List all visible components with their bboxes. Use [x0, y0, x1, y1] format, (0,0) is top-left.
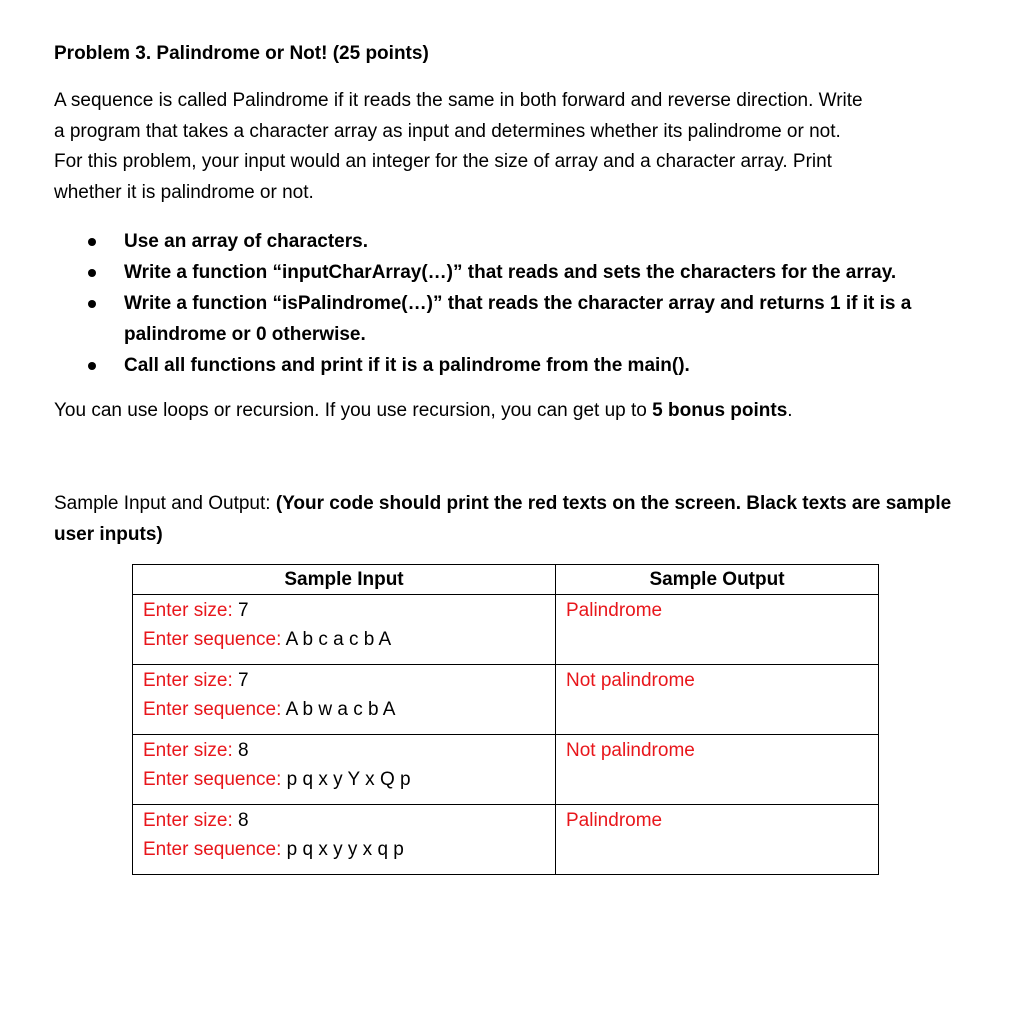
table-row [133, 805, 879, 875]
sample-output-cell: Not palindrome [556, 665, 879, 735]
description-line: For this problem, your input would an integer for the size of array and a character array. Print [54, 151, 832, 172]
bonus-points: 5 bonus points [652, 400, 788, 421]
table-header-row [133, 565, 879, 595]
sample-output-cell: Palindrome [556, 595, 879, 665]
sample-input-cell: Enter size: 8 Enter sequence: p q x y Y x Q p [133, 735, 556, 805]
requirement-item: Write a function “inputCharArray(…)” that reads and sets the characters for the array. [54, 257, 964, 288]
sample-input-cell: Enter size: 8 Enter sequence: p q x y y x q p [133, 805, 556, 875]
sample-input-cell: Enter size: 7 Enter sequence: A b w a c b A [133, 665, 556, 735]
header-sample-input: Sample Input [133, 565, 556, 595]
description-line: a program that takes a character array as input and determines whether its palindrome or not. [54, 120, 841, 142]
document-page [54, 40, 964, 875]
sample-input-cell: Enter size: 7 Enter sequence: A b c a c b A [133, 595, 556, 665]
table-row [133, 665, 879, 735]
bullet-icon [88, 300, 96, 308]
problem-title: Problem 3. Palindrome or Not! (25 points) [54, 43, 429, 64]
bonus-note: You can use loops or recursion. If you use recursion, you can get up to 5 bonus points. [54, 400, 793, 421]
description-line: whether it is palindrome or not. [54, 181, 314, 203]
requirement-item: Write a function “isPalindrome(…)” that reads the character array and returns 1 if it is a palindrome or 0 otherwise. [54, 288, 964, 350]
problem-description [54, 86, 964, 208]
sample-output-cell: Not palindrome [556, 735, 879, 805]
table-row [133, 735, 879, 805]
bullet-icon [88, 238, 96, 246]
bullet-icon [88, 362, 96, 370]
requirements-list [54, 226, 964, 381]
sample-heading: Sample Input and Output: (Your code should print the red texts on the screen. Black texts are sample user inputs) [54, 493, 952, 545]
header-sample-output: Sample Output [556, 565, 879, 595]
description-line: A sequence is called Palindrome if it reads the same in both forward and reverse direction. Write [54, 90, 863, 111]
table-row [133, 595, 879, 665]
sample-output-cell: Palindrome [556, 805, 879, 875]
bullet-icon [88, 269, 96, 277]
requirement-item: Call all functions and print if it is a palindrome from the main(). [54, 350, 964, 381]
sample-io-table [132, 564, 879, 875]
requirement-item: Use an array of characters. [54, 226, 964, 257]
